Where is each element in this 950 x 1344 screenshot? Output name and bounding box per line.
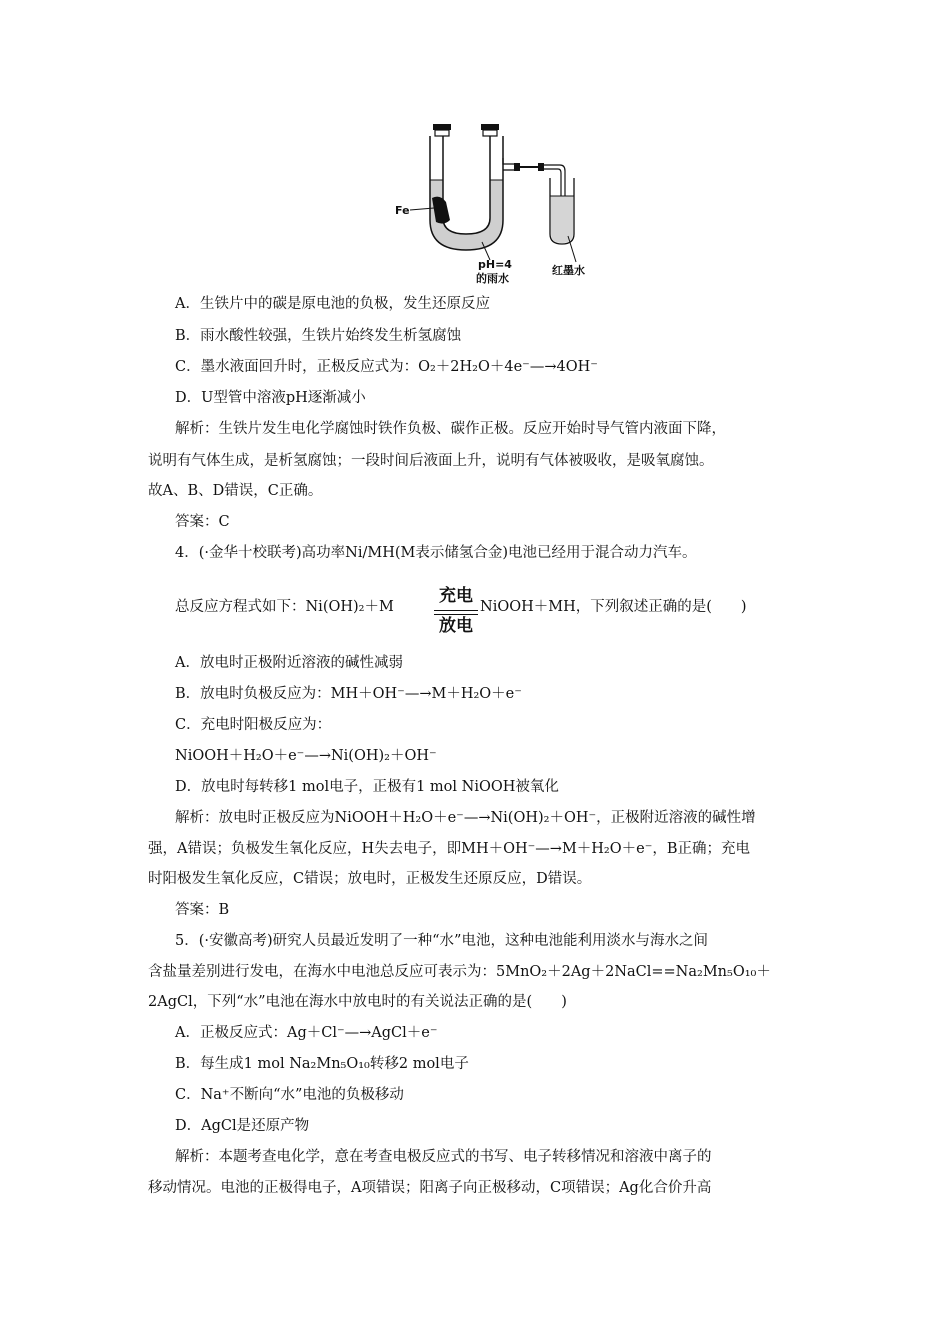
q4-equation-right: NiOOH＋MH，下列叙述正确的是( ) [480, 599, 747, 615]
q4-answer: 答案：B [175, 902, 230, 918]
q5-option-c: C．Na⁺不断向“水”电池的负极移动 [175, 1087, 404, 1103]
connector-left [514, 163, 520, 171]
u-tube-apparatus-figure [390, 118, 620, 290]
ph-label-line2: 的雨水 [476, 272, 509, 285]
q3-option-d: D．U型管中溶液pH逐渐减小 [175, 390, 366, 406]
charge-discharge-arrow [432, 586, 480, 638]
q5-option-b: B．每生成1 mol Na₂Mn₅O₁₀转移2 mol电子 [175, 1056, 469, 1072]
q3-analysis-line1: 解析：生铁片发生电化学腐蚀时铁作负极、碳作正极。反应开始时导气管内液面下降， [175, 421, 726, 437]
q4-analysis-line2: 强，A错误；负极发生氧化反应，H失去电子，即MH＋OH⁻—→M＋H₂O＋e⁻，B正确；充电 [148, 841, 751, 857]
q4-option-c-line1: C．充电时阳极反应为： [175, 717, 332, 733]
q3-answer: 答案：C [175, 514, 230, 530]
q4-option-d: D．放电时每转移1 mol电子，正极有1 mol NiOOH被氧化 [175, 779, 559, 795]
equilibrium-bar [434, 610, 478, 615]
left-stopper-bottom [435, 130, 449, 136]
ph-label-line1: pH=4 [478, 258, 512, 271]
right-stopper-bottom [483, 130, 497, 136]
q5-stem-line3: 2AgCl，下列“水”电池在海水中放电时的有关说法正确的是( ) [148, 994, 567, 1010]
left-stopper-top [433, 124, 451, 130]
q3-analysis-line2: 说明有气体生成，是析氢腐蚀；一段时间后液面上升，说明有气体被吸收，是吸氧腐蚀。 [148, 453, 714, 469]
q4-option-b: B．放电时负极反应为：MH＋OH⁻—→M＋H₂O＋e⁻ [175, 686, 522, 702]
fe-label: Fe [395, 204, 410, 217]
q4-stem: 4．(·金华十校联考)高功率Ni/MH(M表示储氢合金)电池已经用于混合动力汽车。 [175, 545, 697, 561]
q4-option-c-line2: NiOOH＋H₂O＋e⁻—→Ni(OH)₂＋OH⁻ [175, 748, 437, 764]
side-arm [503, 158, 514, 164]
right-stopper-top [481, 124, 499, 130]
q5-option-a: A．正极反应式：Ag＋Cl⁻—→AgCl＋e⁻ [175, 1025, 438, 1041]
q5-stem-line2: 含盐量差别进行发电，在海水中电池总反应可表示为：5MnO₂＋2Ag＋2NaCl==Na₂Mn₅O₁₀＋ [148, 964, 771, 980]
q5-analysis-line2: 移动情况。电池的正极得电子，A项错误；阳离子向正极移动，C项错误；Ag化合价升高 [148, 1180, 712, 1196]
red-ink-liquid [551, 196, 573, 243]
connector-right [538, 163, 544, 171]
ink-label: 红墨水 [552, 264, 585, 277]
q3-option-b: B．雨水酸性较强，生铁片始终发生析氢腐蚀 [175, 328, 462, 344]
discharge-label: 放电 [439, 616, 473, 636]
u-tube-inner-wall [443, 136, 490, 234]
q3-option-c: C．墨水液面回升时，正极反应式为：O₂＋2H₂O＋4e⁻—→4OH⁻ [175, 359, 598, 375]
charge-label: 充电 [439, 586, 473, 606]
q5-stem-line1: 5．(·安徽高考)研究人员最近发明了一种“水”电池，这种电池能利用淡水与海水之间 [175, 933, 708, 949]
q5-option-d: D．AgCl是还原产物 [175, 1118, 310, 1134]
q3-option-a: A．生铁片中的碳是原电池的负极，发生还原反应 [175, 296, 490, 312]
q4-analysis-line3: 时阳极发生氧化反应，C错误；放电时，正极发生还原反应，D错误。 [148, 871, 592, 887]
q4-option-a: A．放电时正极附近溶液的碱性减弱 [175, 655, 403, 671]
q4-analysis-line1: 解析：放电时正极反应为NiOOH＋H₂O＋e⁻—→Ni(OH)₂＋OH⁻，正极附近溶液的碱性增 [175, 810, 756, 826]
q3-analysis-line3: 故A、B、D错误，C正确。 [148, 483, 323, 499]
q5-analysis-line1: 解析：本题考查电化学，意在考查电极反应式的书写、电子转移情况和溶液中离子的 [175, 1149, 712, 1165]
q4-equation-left: 总反应方程式如下：Ni(OH)₂＋M [175, 599, 394, 615]
